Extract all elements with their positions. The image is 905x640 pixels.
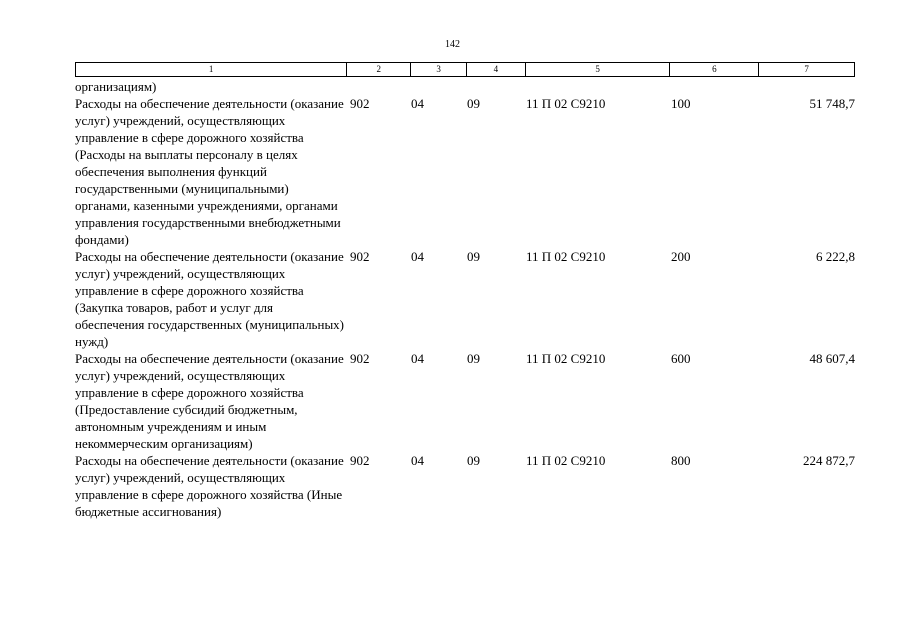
row-csr: 11 П 02 С9210 bbox=[526, 453, 606, 468]
header-col-7: 7 bbox=[804, 64, 809, 74]
table-row bbox=[75, 350, 855, 452]
row-pr: 09 bbox=[467, 249, 480, 264]
continuation-text: организациям) bbox=[75, 79, 157, 94]
row-name: Расходы на обеспечение деятельности (оказание услуг) учреждений, осуществляющих управление в сфере дорожного хозяйства (Иные бюджетные ассигнования) bbox=[75, 453, 344, 519]
row-name: Расходы на обеспечение деятельности (оказание услуг) учреждений, осуществляющих управление в сфере дорожного хозяйства (Расходы на выплаты персоналу в целях обеспечения выполнения функций государственными (муниципальными) органами, казенными учреждениями, органами управления государственными внебюджетными фондами) bbox=[75, 96, 344, 247]
row-vr: 100 bbox=[671, 96, 691, 111]
header-col-3: 3 bbox=[411, 63, 467, 76]
row-sum: 48 607,4 bbox=[809, 351, 855, 366]
table-row bbox=[75, 95, 855, 248]
row-name: Расходы на обеспечение деятельности (оказание услуг) учреждений, осуществляющих управление в сфере дорожного хозяйства (Закупка товаров, работ и услуг для обеспечения государственных (муниципальных) нужд) bbox=[75, 249, 345, 349]
row-csr: 11 П 02 С9210 bbox=[526, 249, 606, 264]
table-row bbox=[75, 248, 855, 350]
row-rz: 04 bbox=[411, 351, 424, 366]
row-pr: 09 bbox=[467, 351, 480, 366]
row-name: Расходы на обеспечение деятельности (оказание услуг) учреждений, осуществляющих управление в сфере дорожного хозяйства (Предоставление субсидий бюджетным, автономным учреждениям и иным некоммерческим организациям) bbox=[75, 351, 344, 451]
page-number: 142 bbox=[445, 39, 460, 50]
row-ved: 902 bbox=[350, 453, 370, 468]
row-rz: 04 bbox=[411, 453, 424, 468]
row-ved: 902 bbox=[350, 249, 370, 264]
row-sum: 224 872,7 bbox=[803, 453, 855, 468]
row-csr: 11 П 02 С9210 bbox=[526, 96, 606, 111]
table-header bbox=[75, 62, 855, 77]
header-col-2: 2 bbox=[347, 63, 411, 76]
row-ved: 902 bbox=[350, 351, 370, 366]
row-vr: 800 bbox=[671, 453, 691, 468]
row-ved: 902 bbox=[350, 96, 370, 111]
row-sum: 51 748,7 bbox=[809, 96, 855, 111]
table-row bbox=[75, 452, 855, 520]
row-vr: 200 bbox=[671, 249, 691, 264]
row-rz: 04 bbox=[411, 96, 424, 111]
header-col-5: 5 bbox=[526, 63, 671, 76]
row-csr: 11 П 02 С9210 bbox=[526, 351, 606, 366]
header-col-6: 6 bbox=[670, 63, 759, 76]
row-sum: 6 222,8 bbox=[816, 249, 855, 264]
row-rz: 04 bbox=[411, 249, 424, 264]
table-body bbox=[75, 78, 855, 520]
row-pr: 09 bbox=[467, 453, 480, 468]
header-col-4: 4 bbox=[467, 63, 526, 76]
row-pr: 09 bbox=[467, 96, 480, 111]
row-vr: 600 bbox=[671, 351, 691, 366]
header-col-1: 1 bbox=[76, 63, 347, 76]
